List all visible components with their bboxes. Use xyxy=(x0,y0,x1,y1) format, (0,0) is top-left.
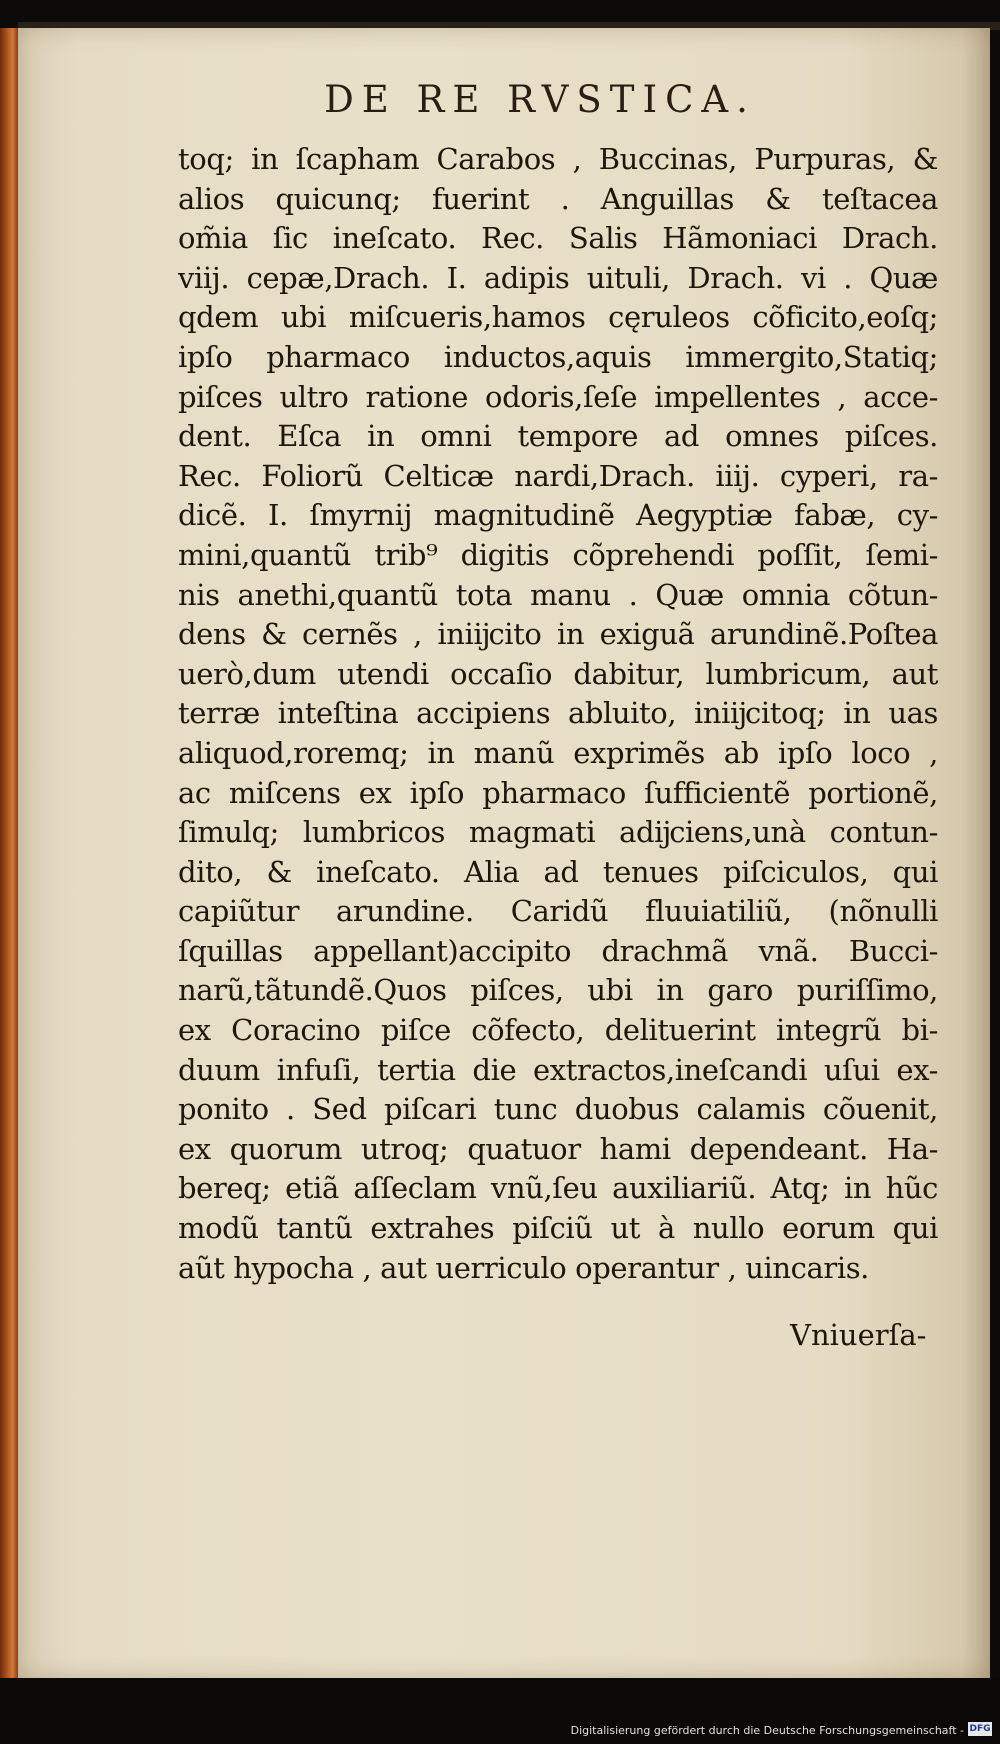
text-line: viij. cepæ,Drach. I. adipis uituli, Drach. vi . Quæ xyxy=(178,260,938,295)
text-line: dent. Eſca in omni tempore ad omnes piſces. xyxy=(178,419,938,454)
text-line: ipſo pharmaco inductos,aquis immergito,Statiq; xyxy=(178,339,938,374)
text-line: toq; in ſcapham Carabos , Buccinas, Purpuras, & xyxy=(178,142,938,176)
text-line: aliquod,roremq; in manũ exprimẽs ab ipſo loco , xyxy=(178,735,938,770)
running-head: DE RE RVSTICA. xyxy=(324,78,756,121)
text-line: om̃ia ſic ineſcato. Rec. Salis Hãmoniaci Drach. xyxy=(178,221,938,256)
text-line: ſimulq; lumbricos magmati adĳciens,unà contun- xyxy=(178,815,938,850)
text-line: alios quicunq; fuerint . Anguillas & teſtacea xyxy=(178,181,938,216)
text-line: ſquillas appellant)accipito drachmã vnã. Bucci- xyxy=(178,933,938,968)
text-line: ac miſcens ex ipſo pharmaco ſufficientẽ portionẽ, xyxy=(178,775,938,810)
dfg-logo: DFG xyxy=(969,1724,991,1734)
digitization-credit: Digitalisierung gefördert durch die Deutsche Forschungsgemeinschaft - xyxy=(570,1724,964,1737)
book-spine-edge xyxy=(0,28,18,1678)
text-line: aũt hypocha , aut uerriculo operantur , uincaris. xyxy=(178,1250,869,1285)
text-line: ex quorum utroq; quatuor hami dependeant. Ha- xyxy=(178,1131,938,1166)
text-line: mini,quantũ trib⁹ digitis cõprehendi poſſit, ſemi- xyxy=(178,537,938,572)
body-text xyxy=(178,140,938,1288)
text-line: dito, & ineſcato. Alia ad tenues piſciculos, qui xyxy=(178,854,938,889)
text-line: piſces ultro ratione odoris,ſeſe impellentes , acce- xyxy=(178,379,938,414)
text-line: dicẽ. I. ſmyrnij magnitudinẽ Aegyptiæ fabæ, cy- xyxy=(178,498,938,533)
text-line: dens & cernẽs , iniĳcito in exiguã arundinẽ.Poſtea xyxy=(178,617,938,652)
text-line: nis anethi,quantũ tota manu . Quæ omnia cõtun- xyxy=(178,577,938,612)
text-line: ponito . Sed piſcari tunc duobus calamis cõuenit, xyxy=(178,1092,938,1127)
text-line: duum infuſi, tertia die extractos,ineſcandi uſui ex- xyxy=(178,1052,938,1087)
text-line: ex Coracino piſce cõfecto, delituerint integrũ bi- xyxy=(178,1013,938,1048)
text-line: capiũtur arundine. Caridũ fluuiatiliũ, (nõnulli xyxy=(178,894,938,929)
text-line: uerò,dum utendi occaſio dabitur, lumbricum, aut xyxy=(178,656,938,691)
text-line: modũ tantũ extrahes piſciũ ut à nullo eorum qui xyxy=(178,1211,938,1246)
text-line: qdem ubi miſcueris,hamos cęruleos cõficito,eoſq; xyxy=(178,300,938,335)
catchword: Vniuerſa- xyxy=(790,1318,927,1352)
text-line: narũ,tãtundẽ.Quos piſces, ubi in garo puriſſimo, xyxy=(178,973,938,1008)
text-line: Rec. Foliorũ Celticæ nardi,Drach. iiij. cyperi, ra- xyxy=(178,458,938,493)
text-line: terræ inteſtina accipiens abluito, iniĳcitoq; in uas xyxy=(178,696,938,731)
text-line: bereq; etiã aſſeclam vnũ,ſeu auxiliariũ. Atq; in hũc xyxy=(178,1171,938,1206)
